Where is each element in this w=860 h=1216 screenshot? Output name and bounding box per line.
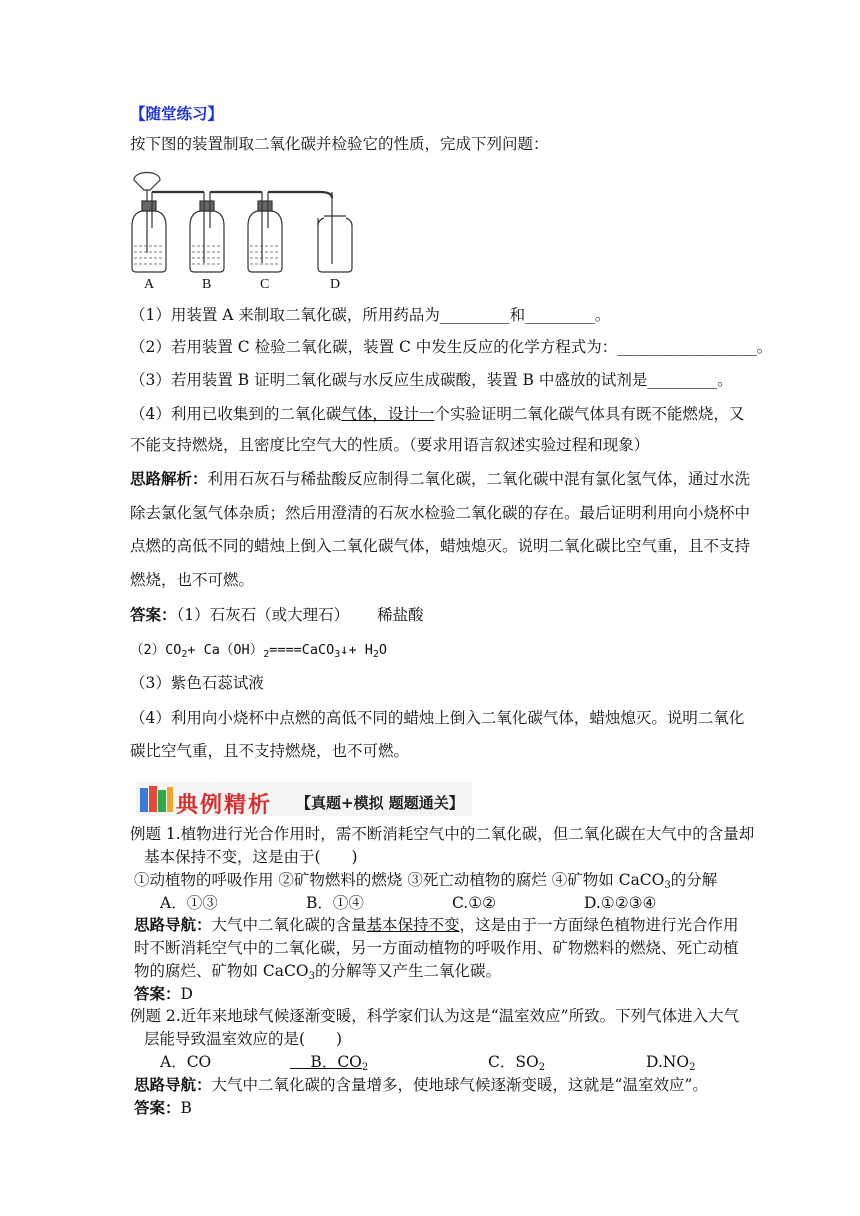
- example1-option-d: D.①②③④: [584, 894, 657, 912]
- down-arrow-icon: ↓: [340, 642, 349, 658]
- example2-option-c: [488, 1051, 545, 1073]
- eq-sub: 3: [334, 649, 341, 660]
- eq-sub: 2: [181, 649, 188, 660]
- option-text: D.NO: [646, 1053, 690, 1071]
- statements-text: 的分解: [670, 871, 718, 889]
- practice-heading: 【随堂练习】: [130, 104, 224, 123]
- question-4-line2: 不能支持燃烧，且密度比空气大的性质。（要求用语言叙述实验过程和现象）: [130, 436, 650, 454]
- formula-sub: 2: [361, 1062, 369, 1073]
- example1-answer: [134, 983, 193, 1005]
- guide-text-underlined: 基本保持不变: [366, 916, 460, 934]
- example2-line2: 层能导致温室效应的是( ): [144, 1030, 343, 1048]
- banner-title: 典例精析: [176, 793, 273, 818]
- formula-sub: 3: [664, 880, 671, 891]
- q4-text-underlined: 气体，设计一: [341, 405, 435, 423]
- practice-intro: 按下图的装置制取二氧化碳并检验它的性质，完成下列问题：: [130, 135, 549, 153]
- guide-text: 大气中二氧化碳的含量: [211, 916, 367, 934]
- guide-label: 思路导航：: [134, 915, 212, 934]
- eq-part: O: [378, 642, 387, 658]
- eq-part: + H: [348, 642, 373, 658]
- answer-line4a: （4）利用向小烧杯中点燃的高低不同的蜡烛上倒入二氧化碳气体，蜡烛熄灭。说明二氧化: [130, 709, 745, 727]
- answer-line2-equation: [130, 639, 387, 661]
- option-text: C．SO: [488, 1053, 539, 1071]
- answer-value: D: [180, 985, 193, 1003]
- example1-line2: 基本保持不变，这是由于( ): [144, 848, 358, 866]
- answer-1a: （1）石灰石（或大理石）: [176, 606, 350, 624]
- analysis-line3: 点燃的高低不同的蜡烛上倒入二氧化碳气体，蜡烛熄灭。说明二氧化碳比空气重，且不支持: [130, 537, 751, 555]
- example1-guide-line1: [134, 914, 739, 936]
- guide-label: 思路导航：: [134, 1075, 212, 1094]
- answer-line1: [130, 604, 424, 626]
- answer-line3: （3）紫色石蕊试液: [130, 674, 264, 692]
- guide-text: 大气中二氧化碳的含量增多，使地球气候逐渐变暖，这就是“温室效应”。: [211, 1076, 708, 1094]
- answer-line4b: 碳比空气重，且不支持燃烧，也不可燃。: [130, 742, 410, 760]
- example1-statements: [134, 869, 717, 891]
- analysis-line2: 除去氯化氢气体杂质；然后用澄清的石灰水检验二氧化碳的存在。最后证明利用向小烧杯中: [130, 504, 751, 522]
- eq-part: ====CaCO: [269, 642, 335, 658]
- analysis-label: 思路解析：: [130, 469, 208, 488]
- eq-sub: 2: [372, 649, 379, 660]
- formula-sub: 3: [308, 971, 315, 982]
- answer-1b: 稀盐酸: [377, 606, 424, 624]
- question-1: （1）用装置 A 来制取二氧化碳，所用药品为_________和_________。: [130, 306, 611, 324]
- formula-sub: 2: [538, 1062, 546, 1073]
- example2-option-b: [290, 1051, 368, 1073]
- analysis-text: 利用石灰石与稀盐酸反应制得二氧化碳，二氧化碳中混有氯化氢气体，通过水洗: [207, 470, 751, 488]
- example2-guide: [134, 1074, 708, 1096]
- answer-value: B: [180, 1099, 192, 1117]
- answer-label: 答案：: [130, 605, 177, 624]
- analysis-line1: [130, 468, 750, 490]
- statements-text: ①动植物的呼吸作用 ②矿物燃料的燃烧 ③死亡动植物的腐烂 ④矿物如 CaCO: [134, 871, 665, 889]
- option-text: B．CO: [290, 1053, 362, 1071]
- example2-option-a: A．CO: [160, 1053, 212, 1071]
- books-icon: [140, 786, 173, 812]
- example2-line1: 例题 2.近年来地球气候逐渐变暖，科学家们认为这是“温室效应”所致。下列气体进入大气: [130, 1007, 740, 1025]
- answer-label: 答案：: [134, 1098, 181, 1117]
- analysis-line4: 燃烧，也不可燃。: [130, 571, 255, 589]
- example1-guide-line3: [134, 960, 501, 982]
- eq-part: （2）CO: [130, 642, 182, 658]
- eq-sub: 2: [263, 649, 270, 660]
- example1-option-b: B．①④: [306, 894, 364, 912]
- example2-answer: [134, 1097, 192, 1119]
- q4-text-b: 个实验证明二氧化碳气体具有既不能燃烧，又: [434, 405, 745, 423]
- question-3: （3）若用装置 B 证明二氧化碳与水反应生成碳酸，装置 B 中盛放的试剂是_________。: [130, 371, 733, 389]
- example1-option-c: C.①②: [452, 894, 497, 912]
- example1-guide-line2: 时不断消耗空气中的二氧化碳，另一方面动植物的呼吸作用、矿物燃料的燃烧、死亡动植: [134, 939, 739, 957]
- example1-option-a: A．①③: [160, 894, 218, 912]
- apparatus-figure: [124, 168, 374, 292]
- label-d: D: [330, 277, 341, 292]
- eq-part: + Ca（OH）: [187, 642, 264, 658]
- example2-option-d: [646, 1051, 695, 1073]
- guide-text: ，这是由于一方面绿色植物进行光合作用: [459, 916, 739, 934]
- answer-label: 答案：: [134, 984, 181, 1003]
- banner-subtitle: 【真题+模拟 题题通关】: [296, 794, 464, 812]
- example1-line1: 例题 1.植物进行光合作用时，需不断消耗空气中的二氧化碳，但二氧化碳在大气中的含量却: [130, 825, 755, 843]
- label-a: A: [144, 277, 155, 292]
- guide-text: 的分解等又产生二氧化碳。: [314, 962, 501, 980]
- q4-text-a: （4）利用已收集到的二氧化碳: [130, 405, 342, 423]
- label-c: C: [260, 277, 270, 292]
- question-2: （2）若用装置 C 检验二氧化碳，装置 C 中发生反应的化学方程式为：__________________。: [130, 338, 773, 356]
- label-b: B: [202, 277, 212, 292]
- question-4-line1: [130, 403, 744, 425]
- formula-sub: 2: [689, 1062, 696, 1073]
- guide-text: 物的腐烂、矿物如 CaCO: [134, 962, 309, 980]
